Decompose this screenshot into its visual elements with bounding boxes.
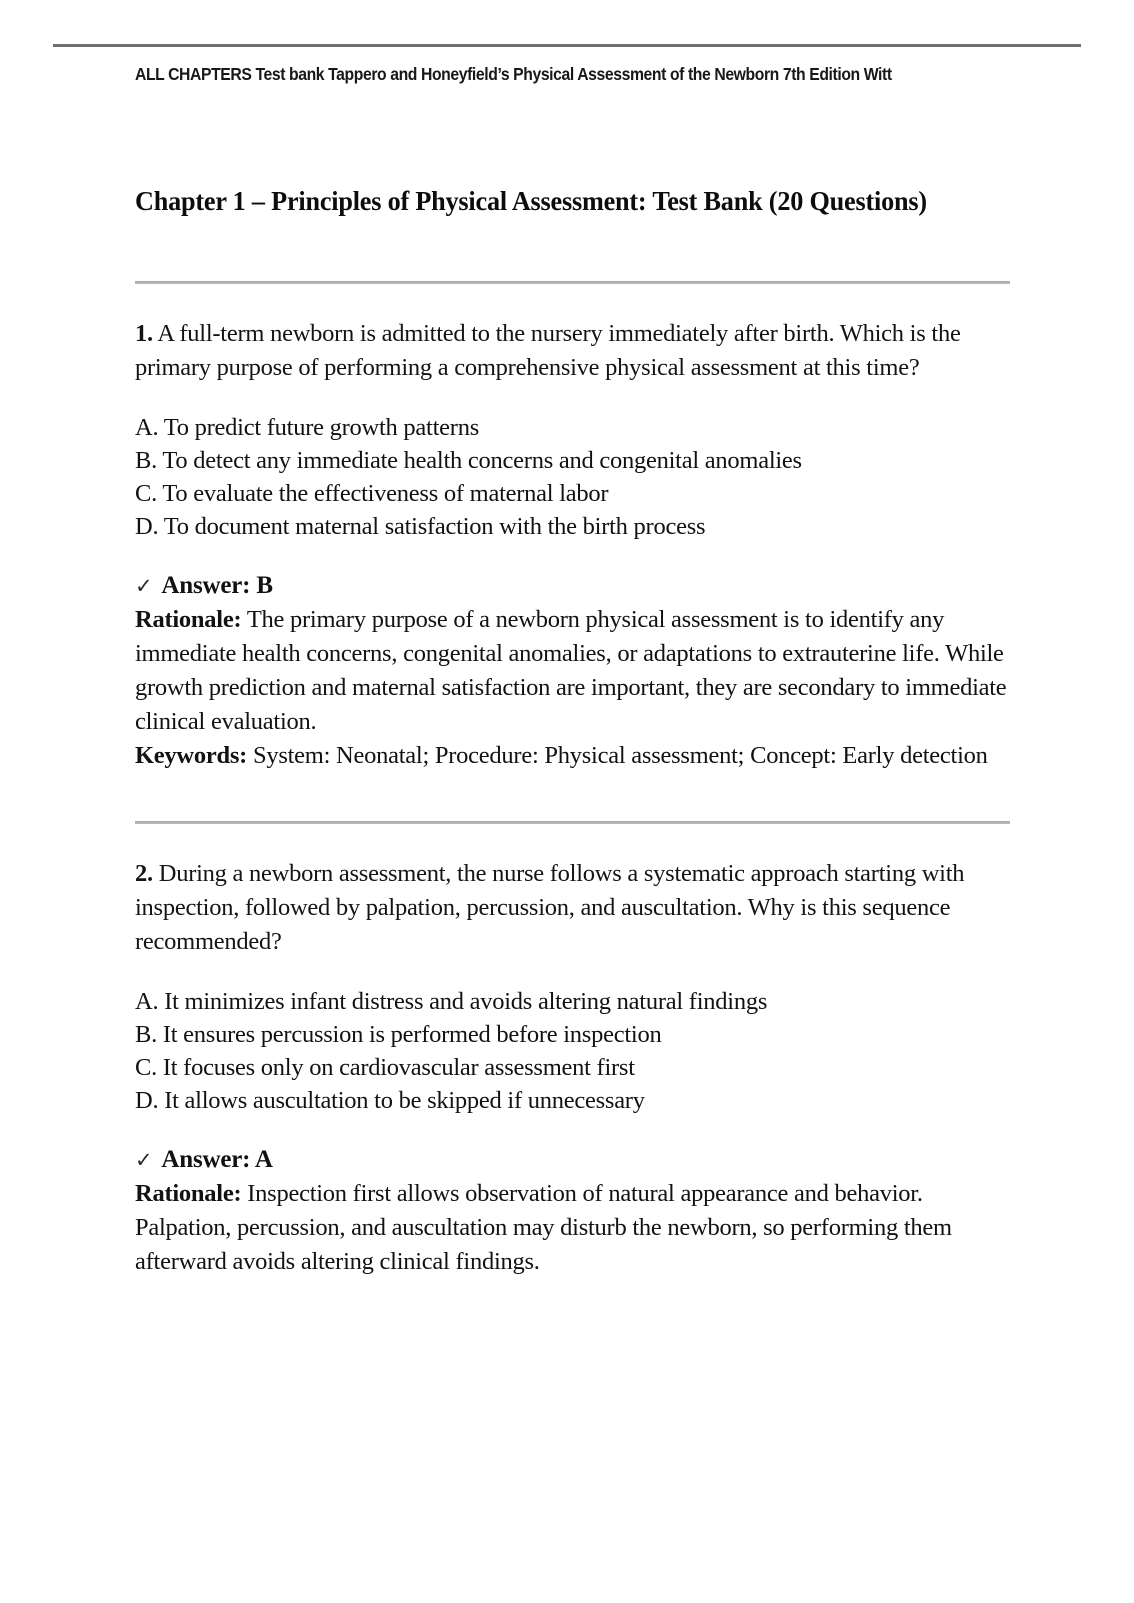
question-2-number: 2. <box>135 859 153 887</box>
question-2-answer-text: Answer: A <box>161 1145 273 1173</box>
question-1-answer-line <box>135 572 1013 600</box>
question-2-stem-body: During a newborn assessment, the nurse follows a systematic approach starting with inspection, followed by palpation, percussion, and auscultation. Why is this sequence recommended? <box>135 859 965 955</box>
question-1-stem-body: A full-term newborn is admitted to the nursery immediately after birth. Which is the primary purpose of performing a comprehensive physical assessment at this time? <box>135 319 961 381</box>
option-d[interactable]: D. To document maternal satisfaction with the birth process <box>135 512 706 540</box>
keywords-label: Keywords: <box>135 741 248 769</box>
option-b[interactable]: B. To detect any immediate health concerns and congenital anomalies <box>135 446 802 474</box>
question-1-number: 1. <box>135 319 153 347</box>
question-2-rationale <box>135 1177 1013 1279</box>
option-b[interactable]: B. It ensures percussion is performed before inspection <box>135 1020 662 1048</box>
option-a[interactable]: A. To predict future growth patterns <box>135 413 479 441</box>
option-d[interactable]: D. It allows auscultation to be skipped if unnecessary <box>135 1086 645 1114</box>
option-a[interactable]: A. It minimizes infant distress and avoids altering natural findings <box>135 987 768 1015</box>
question-1-rationale-text: The primary purpose of a newborn physical assessment is to identify any immediate health concerns, congenital anomalies, or adaptations to extrauterine life. While growth prediction and maternal satisfaction are important, they are secondary to immediate clinical evaluation. <box>135 605 1007 735</box>
question-1-options <box>135 411 1013 543</box>
question-1-stem <box>135 317 1013 385</box>
question-2-answer-line <box>135 1146 1013 1174</box>
section-divider-mid <box>135 821 1010 824</box>
question-1-keywords-text: System: Neonatal; Procedure: Physical assessment; Concept: Early detection <box>252 741 988 769</box>
spacer <box>135 773 1013 821</box>
section-divider-top <box>135 281 1010 284</box>
question-1-keywords <box>135 739 1013 773</box>
question-block-1 <box>135 317 1013 773</box>
question-2-rationale-text: Inspection first allows observation of natural appearance and behavior. Palpation, percussion, and auscultation may disturb the newborn, so performing them afterward avoids altering clinical findings. <box>135 1179 952 1275</box>
question-2-stem <box>135 857 1013 959</box>
question-1-answer-text: Answer: B <box>161 571 273 599</box>
document-content <box>135 185 1013 1279</box>
check-icon: ✓ <box>135 1147 153 1172</box>
rationale-label: Rationale: <box>135 605 242 633</box>
option-c[interactable]: C. To evaluate the effectiveness of maternal labor <box>135 479 609 507</box>
check-icon: ✓ <box>135 573 153 598</box>
page-title: Chapter 1 – Principles of Physical Assessment: Test Bank (20 Questions) <box>135 186 927 216</box>
question-block-2 <box>135 857 1013 1279</box>
header-rule <box>53 44 1081 47</box>
question-1-rationale <box>135 603 1013 739</box>
running-header-text: ALL CHAPTERS Test bank Tappero and Honeyfield’s Physical Assessment of the Newborn 7th Edition Witt <box>135 64 892 84</box>
option-c[interactable]: C. It focuses only on cardiovascular assessment first <box>135 1053 635 1081</box>
question-2-options <box>135 985 1013 1117</box>
rationale-label: Rationale: <box>135 1179 242 1207</box>
